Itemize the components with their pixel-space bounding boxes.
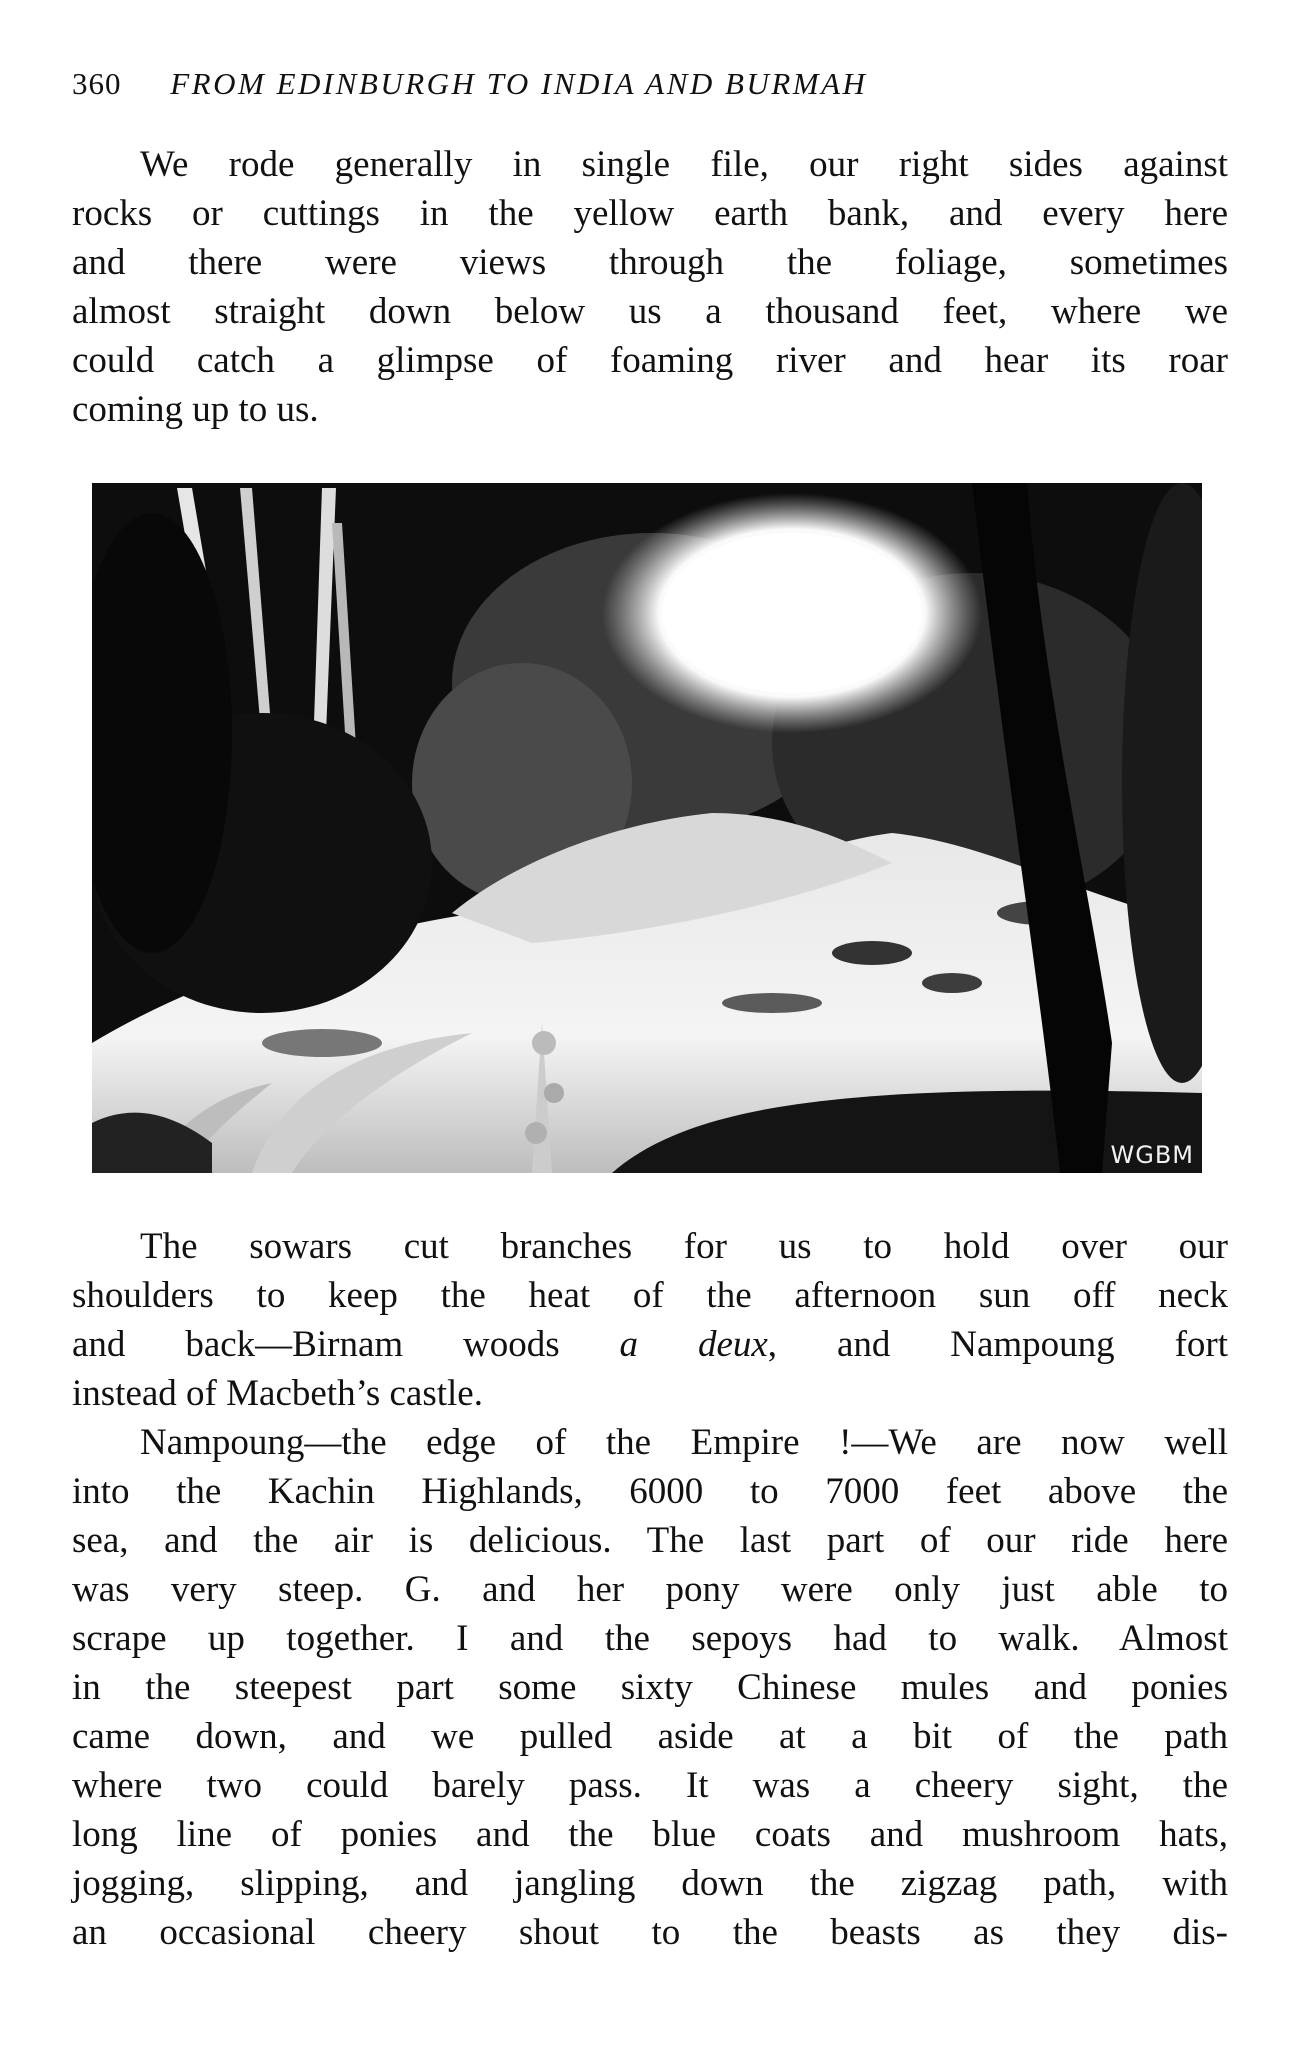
- text-line: long line of ponies and the blue coats and mushroom hats,: [72, 1814, 1228, 1855]
- forest-path-photograph: [92, 483, 1202, 1173]
- text-run: , and Nampoung fort: [767, 1324, 1228, 1365]
- page-number: 360: [72, 66, 122, 101]
- text-line: almost straight down below us a thousand feet, where we: [72, 291, 1228, 332]
- text-line: scrape up together. I and the sepoys had to walk. Almost: [72, 1618, 1228, 1659]
- text-line: rocks or cuttings in the yellow earth bank, and every here: [72, 193, 1228, 234]
- running-head: [72, 62, 1232, 106]
- text-line: where two could barely pass. It was a cheery sight, the: [72, 1765, 1228, 1806]
- text-line: could catch a glimpse of foaming river and hear its roar: [72, 340, 1228, 381]
- text-line: was very steep. G. and her pony were only just able to: [72, 1569, 1228, 1610]
- text-line: [72, 1320, 1228, 1369]
- text-line: We rode generally in single file, our right sides against: [140, 144, 1228, 185]
- text-line: in the steepest part some sixty Chinese mules and ponies: [72, 1667, 1228, 1708]
- text-line: sea, and the air is delicious. The last part of our ride here: [72, 1520, 1228, 1561]
- paragraph-1: [72, 140, 1228, 434]
- text-line: and there were views through the foliage, sometimes: [72, 242, 1228, 283]
- text-line: jogging, slipping, and jangling down the zigzag path, with: [72, 1863, 1228, 1904]
- photograph-signature: WGBM: [1110, 1141, 1194, 1169]
- text-run: and back—Birnam woods: [72, 1324, 620, 1365]
- text-line: coming up to us.: [72, 389, 319, 430]
- paragraph-2: [72, 1222, 1228, 1418]
- photograph-illustration: [92, 483, 1202, 1173]
- italic-phrase: a deux: [619, 1324, 768, 1365]
- text-line: came down, and we pulled aside at a bit of the path: [72, 1716, 1228, 1757]
- text-line: an occasional cheery shout to the beasts as they dis-: [72, 1912, 1228, 1953]
- running-title: FROM EDINBURGH TO INDIA AND BURMAH: [170, 66, 868, 101]
- text-line: into the Kachin Highlands, 6000 to 7000 feet above the: [72, 1471, 1228, 1512]
- text-line: Nampoung—the edge of the Empire !—We are now well: [140, 1422, 1228, 1463]
- text-line: shoulders to keep the heat of the afternoon sun off neck: [72, 1275, 1228, 1316]
- text-line: instead of Macbeth’s castle.: [72, 1373, 483, 1414]
- text-line: The sowars cut branches for us to hold over our: [140, 1226, 1228, 1267]
- paragraph-3: [72, 1418, 1228, 1957]
